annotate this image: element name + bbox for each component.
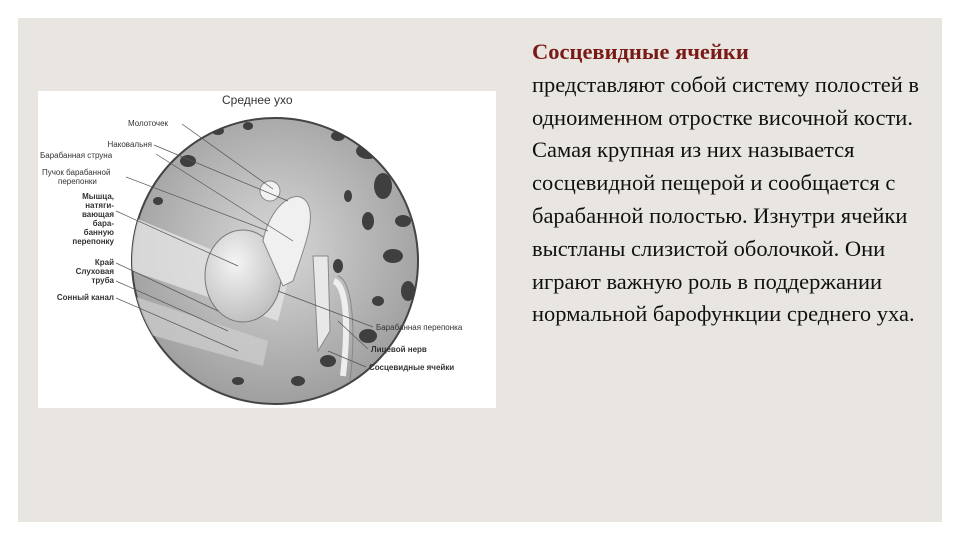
label-tensor-3: вающая [81, 210, 114, 219]
middle-ear-illustration [38, 91, 496, 408]
figure-title: Среднее ухо [222, 93, 293, 107]
label-edge: Край [94, 258, 114, 267]
description-body: представляют собой систему полостей в одноименном отростке височной кости. Самая крупная из них называется сосцевидной пещерой и сообщается с барабанной полостью. Изнутри ячейки выстланы слизистой оболочкой. Они играют важную роль в поддержании нормальной барофункции среднего уха. [532, 71, 920, 327]
label-chorda-tympani: Барабанная струна [40, 151, 113, 160]
description-term: Сосцевидные ячейки [532, 39, 749, 64]
label-mastoid-cells: Сосцевидные ячейки [369, 363, 455, 372]
label-incus: Наковальня [107, 140, 152, 149]
label-facial-nerve: Лицевой нерв [371, 345, 427, 354]
label-tensor-4: бара- [92, 219, 114, 228]
label-tensor-5: банную [83, 228, 114, 237]
label-tympanic-membrane: Барабанная перепонка [376, 323, 463, 332]
middle-ear-figure [38, 91, 496, 408]
label-carotid-canal: Сонный канал [56, 293, 114, 302]
label-malleus: Молоточек [128, 119, 169, 128]
slide-panel [18, 18, 942, 522]
label-membrane-bundle-2: перепонки [58, 177, 97, 186]
label-tensor-6: перепонку [72, 237, 114, 246]
label-tensor-2: натяги- [85, 201, 114, 210]
label-membrane-bundle-1: Пучок барабанной [42, 168, 111, 177]
label-auditory-tube-2: труба [91, 276, 114, 285]
description-text [532, 36, 932, 331]
label-auditory-tube-1: Слуховая [75, 267, 114, 276]
label-tensor-1: Мышца, [82, 192, 114, 201]
